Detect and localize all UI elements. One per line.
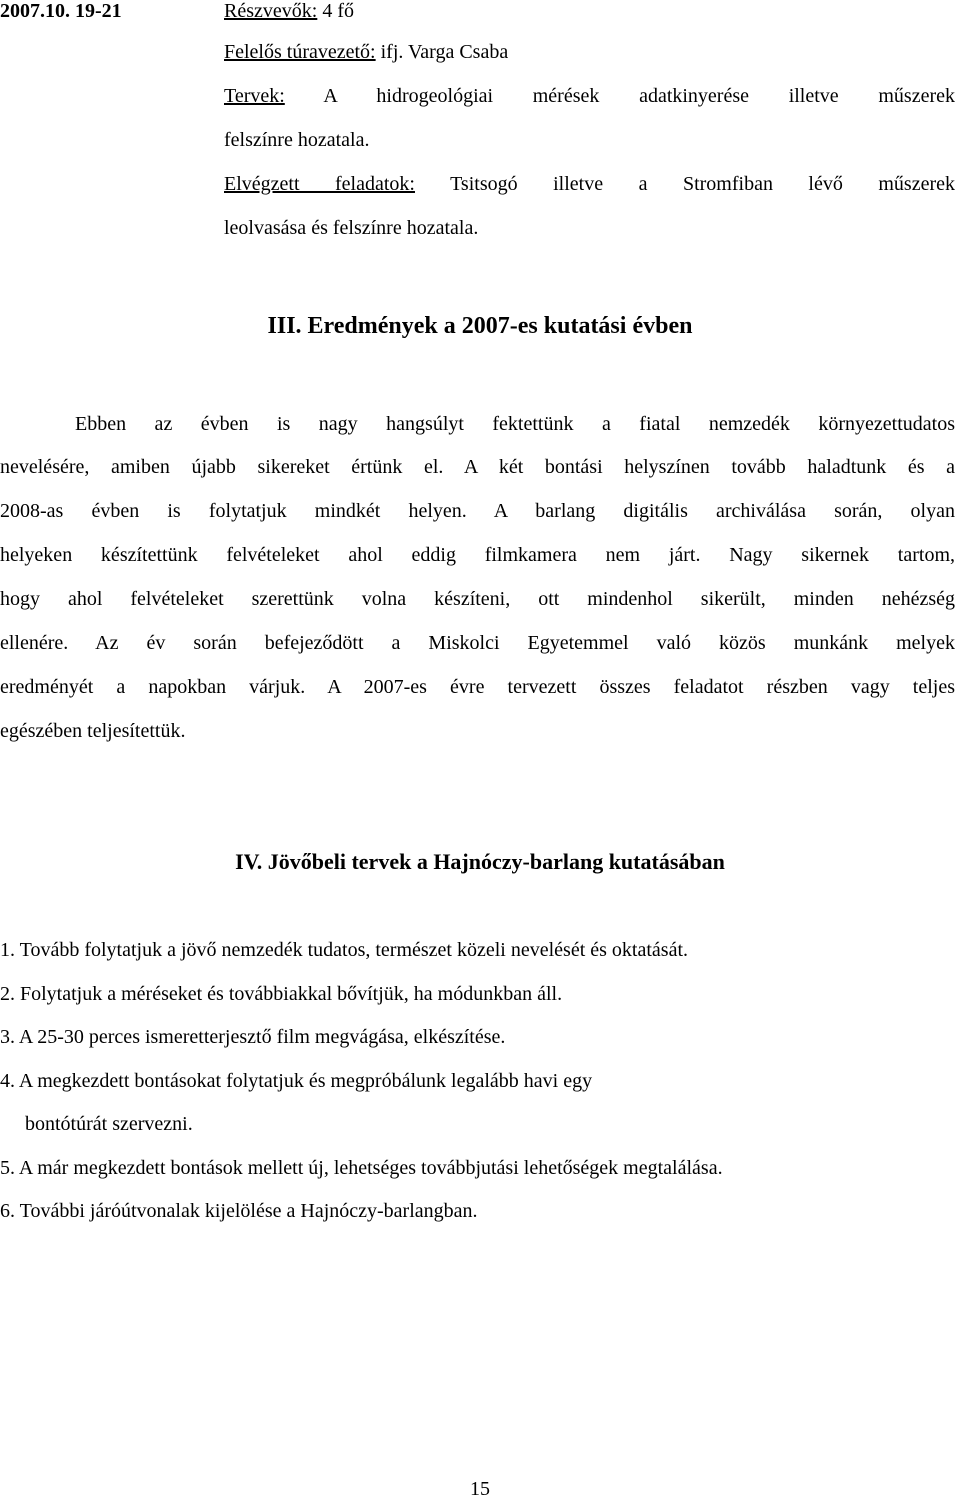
list-item: 5. A már megkezdett bontások mellett új, lehetséges továbbjutási lehetőségek megtalálása. xyxy=(0,1157,723,1179)
list-item: 1. Tovább folytatjuk a jövő nemzedék tudatos, természet közeli nevelését és oktatását. xyxy=(0,939,689,961)
plans-line-1 xyxy=(224,85,955,108)
paragraph-line: helyeken készítettünk felvételeket ahol eddig filmkamera nem járt. Nagy sikernek tartom, xyxy=(0,544,955,566)
plans-label: Tervek: xyxy=(224,85,285,107)
paragraph-line: ellenére. Az év során befejeződött a Miskolci Egyetemmel való közös munkánk melyek xyxy=(0,632,955,654)
list-item: 3. A 25-30 perces ismeretterjesztő film megvágása, elkészítése. xyxy=(0,1026,506,1048)
list-item: 2. Folytatjuk a méréseket és továbbiakkal bővítjük, ha módunkban áll. xyxy=(0,983,563,1005)
paragraph-line: egészében teljesítettük. xyxy=(0,720,186,742)
leader-line xyxy=(224,41,508,64)
list-item: 4. A megkezdett bontásokat folytatjuk és megpróbálunk legalább havi egy xyxy=(0,1070,593,1092)
plans-line-2: felszínre hozatala. xyxy=(224,129,370,151)
entry-date: 2007.10. 19-21 xyxy=(0,0,122,22)
plans-text-1: A hidrogeológiai mérések adatkinyerése illetve műszerek xyxy=(284,85,955,107)
list-item-continuation: bontótúrát szervezni. xyxy=(25,1113,193,1135)
participants-line xyxy=(224,0,354,23)
page-number: 15 xyxy=(470,1478,490,1500)
leader-label: Felelős túravezető: xyxy=(224,41,376,63)
section-4-heading: IV. Jövőbeli tervek a Hajnóczy-barlang kutatásában xyxy=(235,849,725,874)
done-line-1 xyxy=(224,173,955,196)
paragraph-line: nevelésére, amiben újabb sikereket értünk el. A két bontási helyszínen tovább haladtunk és a xyxy=(0,456,955,478)
done-line-2: leolvasása és felszínre hozatala. xyxy=(224,217,479,239)
participants-label: Részvevők: xyxy=(224,0,318,22)
leader-value: ifj. Varga Csaba xyxy=(375,41,509,63)
participants-value: 4 fő xyxy=(317,0,354,22)
paragraph-line: Ebben az évben is nagy hangsúlyt fektettünk a fiatal nemzedék környezettudatos xyxy=(75,413,955,435)
paragraph-line: hogy ahol felvételeket szerettünk volna készíteni, ott mindenhol sikerült, minden nehézség xyxy=(0,588,955,610)
done-label: Elvégzett feladatok: xyxy=(224,173,415,195)
list-item: 6. További járóútvonalak kijelölése a Hajnóczy-barlangban. xyxy=(0,1200,478,1222)
paragraph-line: eredményét a napokban várjuk. A 2007-es évre tervezett összes feladatot részben vagy teljes xyxy=(0,676,955,698)
done-text-1: Tsitsogó illetve a Stromfiban lévő műszerek xyxy=(414,173,955,195)
section-3-heading: III. Eredmények a 2007-es kutatási évben xyxy=(267,313,693,339)
paragraph-line: 2008-as évben is folytatjuk mindkét helyen. A barlang digitális archiválása során, olyan xyxy=(0,500,955,522)
